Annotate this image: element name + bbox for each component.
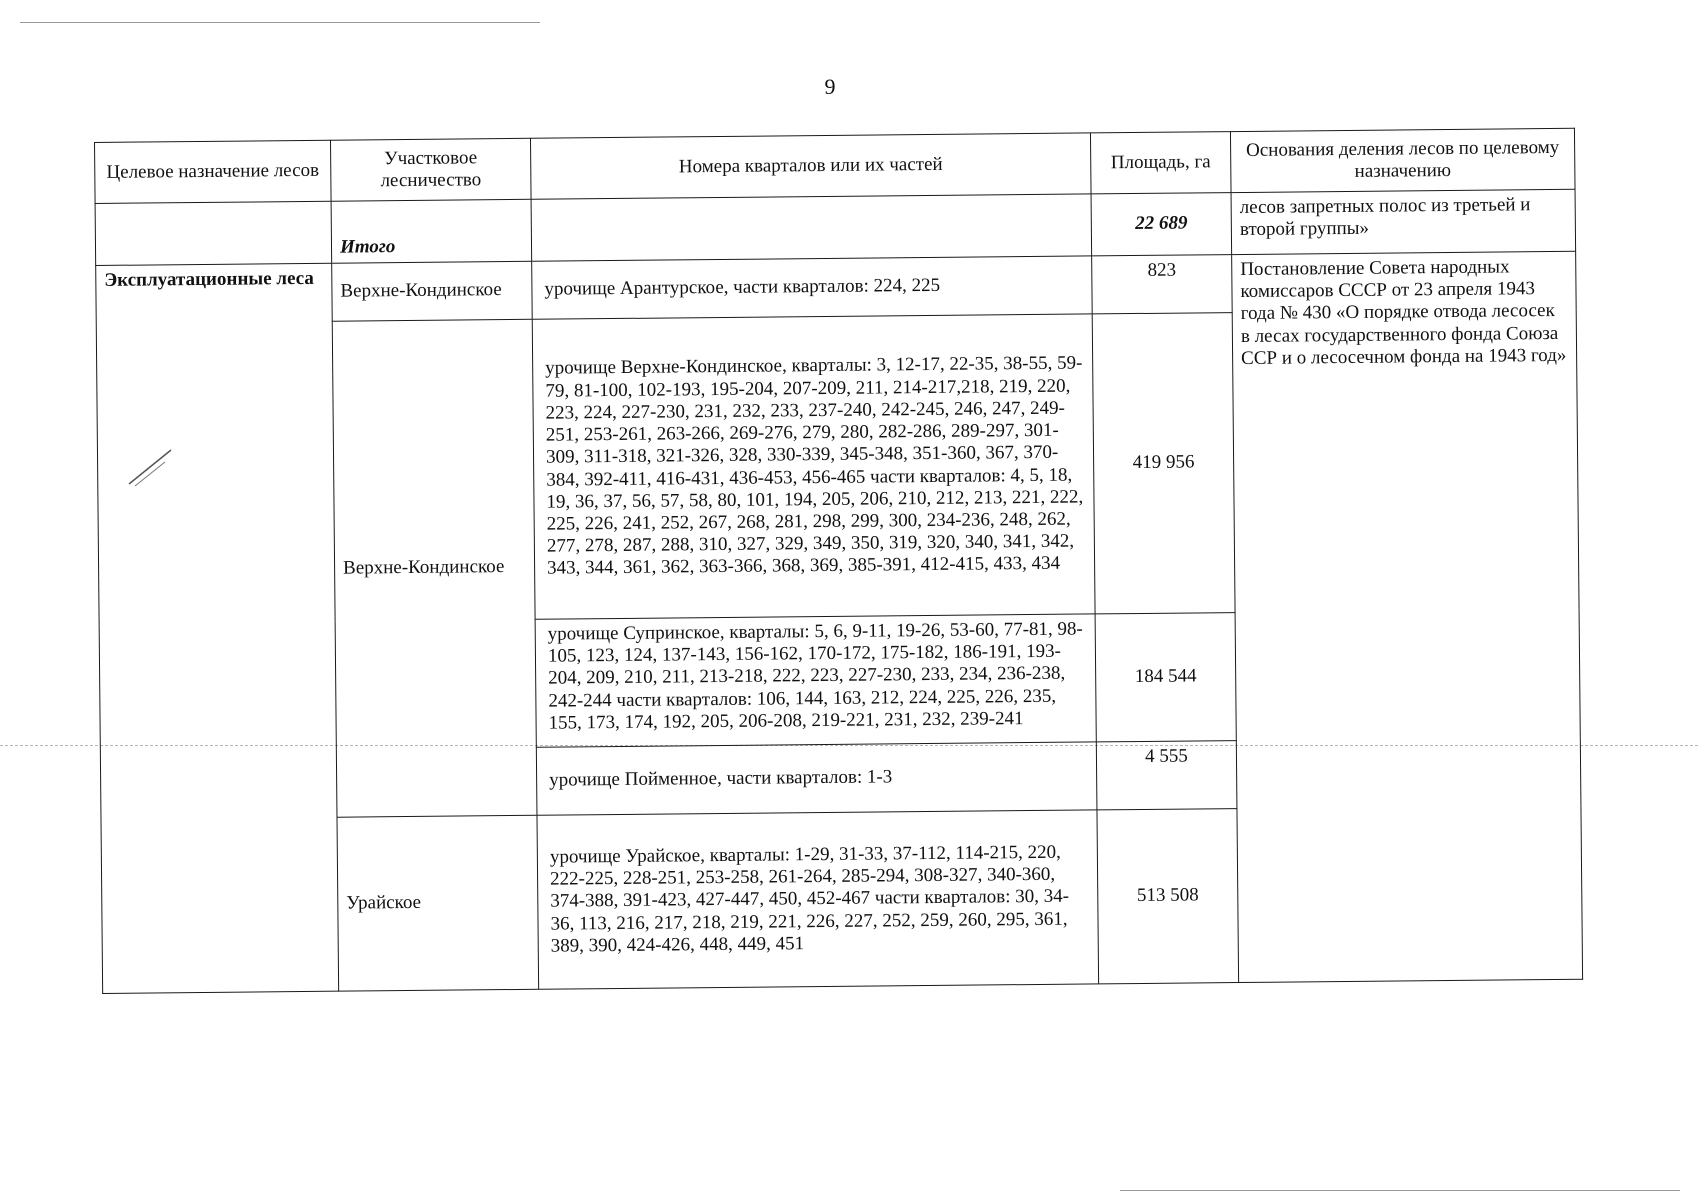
document-sheet [94,128,1583,1082]
forestry-name: Верхне-Кондинское [332,319,537,817]
area-value: 513 508 [1097,809,1239,984]
header-area: Площадь, га [1090,132,1231,194]
quarters-list: урочище Супринское, кварталы: 5, 6, 9-11, 19-26, 53-60, 77-81, 98-105, 123, 124, 137-143, 156-162, 170-172, 175-182, 186-191, 193-204, 209, 210, 211, 213-218, 222, 223, 227-230, 233, 234, 236-238, 242-244 части кварталов: 106, 144, 163, 212, 224, 225, 226, 235, 155, 173, 174, 192, 205, 206-208, 219-221, 231, 232, 239-241 [535,614,1096,747]
header-basis: Основания деления лесов по целевому назначению [1230,128,1575,192]
quarters-list: урочище Пойменное, части кварталов: 1-3 [536,742,1097,815]
scan-edge-line-bottom [1120,1190,1680,1191]
forestry-name: Верхне-Кондинское [332,261,533,321]
total-empty-quarters [531,194,1092,261]
area-value: 419 956 [1092,313,1235,614]
quarters-list: урочище Арантурское, части кварталов: 224, 225 [532,256,1093,319]
area-value: 823 [1092,255,1233,314]
header-quarters: Номера кварталов или их частей [530,133,1091,199]
quarters-list: урочище Верхне-Кондинское, кварталы: 3, 12-17, 22-35, 38-55, 59-79, 81-100, 102-193, 195-204, 207-209, 211, 214-217,218, 219, 220, 223, 224, 227-230, 231, 232, 233, 237-240, 242-245, 246, 247, 249-251, 253-261, 263-266, 269-276, 279, 280, 282-286, 289-297, 301-309, 311-318, 321-326, 328, 330-339, 345-348, 351-360, 367, 370-384, 392-411, 416-431, 436-453, 456-465 части кварталов: 4, 5, 18, 19, 36, 37, 56, 57, 58, 80, 101, 194, 205, 206, 210, 212, 213, 221, 222, 225, 226, 241, 252, 267, 268, 281, 298, 299, 300, 234-236, 248, 262, 277, 278, 287, 288, 310, 327, 329, 349, 350, 319, 320, 340, 341, 342, 343, 344, 361, 362, 363-366, 368, 369, 385-391, 412-415, 433, 434 [532,314,1095,619]
forestry-name: Урайское [337,815,539,991]
area-value: 184 544 [1095,613,1236,742]
area-value: 4 555 [1096,741,1237,810]
total-empty-purpose [95,201,332,265]
quarters-list: урочище Урайское, кварталы: 1-29, 31-33, 37-112, 114-215, 220, 222-225, 228-251, 253-258, 261-264, 285-294, 308-327, 340-360, 374-388, 391-423, 427-447, 450, 452-467 части кварталов: 30, 34-36, 113, 216, 217, 218, 219, 221, 226, 227, 252, 259, 260, 295, 361, 389, 390, 424-426, 448, 449, 451 [537,810,1099,989]
total-label: Итого [331,199,532,263]
purpose-exploitation: Эксплуатационные леса [96,263,339,993]
scan-edge-line-top [20,22,540,23]
total-area: 22 689 [1091,193,1232,256]
basis-continuation: лесов запретных полос из третьей и второй группы» [1231,189,1576,254]
forest-purpose-table [94,128,1583,994]
header-purpose: Целевое назначение лесов [95,140,332,203]
page-number: 9 [824,74,836,99]
basis-decree: Постановление Совета народных комиссаров СССР от 23 апреля 1943 года № 430 «О порядке отвода лесосек в лесах государственного фонда Союза ССР и о лесосечном фонда на 1943 год» [1232,251,1583,982]
header-forestry: Участковое лесничество [330,138,531,201]
